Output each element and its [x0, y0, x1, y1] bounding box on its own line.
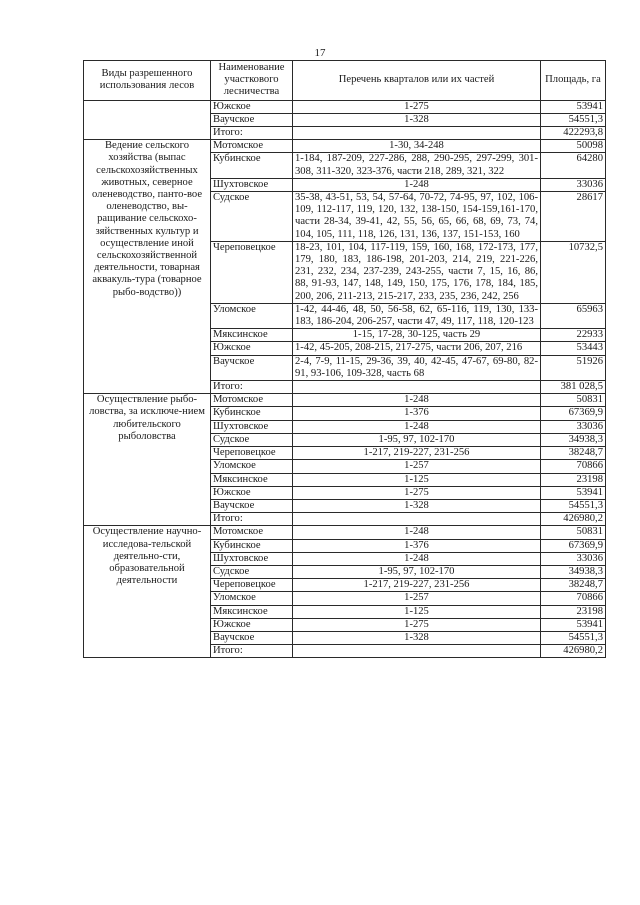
quarters-list: [293, 513, 541, 526]
table-row: [84, 100, 606, 113]
area-value: 53941: [541, 100, 606, 113]
area-value: 67369,9: [541, 539, 606, 552]
quarters-list: 35-38, 43-51, 53, 54, 57-64, 70-72, 74-95, 97, 102, 106-109, 112-117, 119, 120, 132, 138-150, 154-159,161-170, части 28-34, 39-41, 42, 55, 56, 65, 66, 68, 69, 73, 74, 104, 105, 111, 118, 126, 131, 136, 137, 151-153, 160: [293, 192, 541, 242]
area-value: 70866: [541, 460, 606, 473]
forestry-name: Мяксинское: [211, 605, 293, 618]
use-type-cell: Осуществление рыбо-ловства, за исключе-нием любительского рыболовства: [84, 394, 211, 526]
table-row: [84, 140, 606, 153]
area-value: 70866: [541, 592, 606, 605]
forestry-name: Шухтовское: [211, 420, 293, 433]
quarters-list: 1-257: [293, 592, 541, 605]
header-forestry: Наименование участкового лесничества: [211, 61, 293, 101]
quarters-list: 2-4, 7-9, 11-15, 29-36, 39, 40, 42-45, 47-67, 69-80, 82-91, 93-106, 109-328, часть 68: [293, 355, 541, 380]
area-value: 53443: [541, 342, 606, 355]
header-quarters: Перечень кварталов или их частей: [293, 61, 541, 101]
table-row: [84, 394, 606, 407]
area-value: 34938,3: [541, 433, 606, 446]
forestry-name: Мотомское: [211, 140, 293, 153]
forestry-name: Уломское: [211, 303, 293, 328]
forestry-name: Южское: [211, 618, 293, 631]
area-value: 23198: [541, 605, 606, 618]
quarters-list: 1-275: [293, 100, 541, 113]
forestry-name: Судское: [211, 433, 293, 446]
quarters-list: 1-376: [293, 539, 541, 552]
area-value: 54551,3: [541, 113, 606, 126]
forestry-name: Череповецкое: [211, 579, 293, 592]
forestry-name: Кубинское: [211, 153, 293, 178]
quarters-list: 1-275: [293, 486, 541, 499]
total-area: 422293,8: [541, 127, 606, 140]
quarters-list: 1-257: [293, 460, 541, 473]
table-header: [84, 61, 606, 101]
quarters-list: 1-328: [293, 631, 541, 644]
area-value: 10732,5: [541, 241, 606, 303]
page-number: 17: [314, 47, 326, 59]
quarters-list: 1-15, 17-28, 30-125, часть 29: [293, 329, 541, 342]
forestry-name: Череповецкое: [211, 241, 293, 303]
forestry-name: Череповецкое: [211, 447, 293, 460]
header-use-type: Виды разрешенного использования лесов: [84, 61, 211, 101]
area-value: 34938,3: [541, 565, 606, 578]
use-type-cell: [84, 100, 211, 140]
area-value: 54551,3: [541, 499, 606, 512]
quarters-list: 1-248: [293, 178, 541, 191]
quarters-list: 18-23, 101, 104, 117-119, 159, 160, 168, 172-173, 177, 179, 180, 183, 186-198, 201-203, 214, 219, 221-226, 231, 232, 234, 237-239, 243-255, части 7, 15, 16, 86, 88, 91-93, 147, 148, 149, 150, 175, 176, 178, 184, 185, 200, 206, 211-213, 215-217, 233, 235, 236, 242, 256: [293, 241, 541, 303]
forestry-name: Уломское: [211, 592, 293, 605]
table-body: [84, 100, 606, 658]
total-area: 426980,2: [541, 513, 606, 526]
forestry-name: Ваучское: [211, 631, 293, 644]
quarters-list: 1-248: [293, 420, 541, 433]
forestry-name: Судское: [211, 565, 293, 578]
area-value: 53941: [541, 486, 606, 499]
use-type-cell: Осуществление научно-исследова-тельской деятельно-сти, образовательной деятельности: [84, 526, 211, 658]
quarters-list: 1-125: [293, 473, 541, 486]
quarters-list: [293, 381, 541, 394]
area-value: 53941: [541, 618, 606, 631]
total-area: 381 028,5: [541, 381, 606, 394]
forestry-name: Южское: [211, 342, 293, 355]
area-value: 33036: [541, 552, 606, 565]
use-type-cell: Ведение сельского хозяйства (выпас сельскохозяйственных животных, северное оленеводство, панто-вое оленеводство, вы-ращивание сельскохо-зяйственных культур и осуществление иной сельскохозяйственной деятельности, товарная аквакуль-тура (товарное рыбо-водство)): [84, 140, 211, 394]
total-label: Итого:: [211, 127, 293, 140]
forestry-name: Ваучское: [211, 113, 293, 126]
forestry-name: Ваучское: [211, 499, 293, 512]
quarters-list: 1-328: [293, 113, 541, 126]
total-label: Итого:: [211, 513, 293, 526]
quarters-list: 1-125: [293, 605, 541, 618]
forestry-name: Шухтовское: [211, 552, 293, 565]
area-value: 38248,7: [541, 579, 606, 592]
area-value: 33036: [541, 420, 606, 433]
area-value: 67369,9: [541, 407, 606, 420]
area-value: 50831: [541, 394, 606, 407]
forestry-name: Кубинское: [211, 539, 293, 552]
quarters-list: 1-275: [293, 618, 541, 631]
quarters-list: 1-95, 97, 102-170: [293, 565, 541, 578]
header-area: Площадь, га: [541, 61, 606, 101]
area-value: 54551,3: [541, 631, 606, 644]
quarters-list: [293, 645, 541, 658]
quarters-list: 1-248: [293, 526, 541, 539]
area-value: 65963: [541, 303, 606, 328]
quarters-list: [293, 127, 541, 140]
forestry-name: Уломское: [211, 460, 293, 473]
forestry-name: Мотомское: [211, 526, 293, 539]
forest-use-table: [83, 60, 606, 658]
quarters-list: 1-328: [293, 499, 541, 512]
table-row: [84, 526, 606, 539]
quarters-list: 1-217, 219-227, 231-256: [293, 447, 541, 460]
forestry-name: Южское: [211, 486, 293, 499]
area-value: 38248,7: [541, 447, 606, 460]
forestry-name: Мотомское: [211, 394, 293, 407]
quarters-list: 1-95, 97, 102-170: [293, 433, 541, 446]
forestry-name: Мяксинское: [211, 329, 293, 342]
total-label: Итого:: [211, 645, 293, 658]
area-value: 51926: [541, 355, 606, 380]
quarters-list: 1-248: [293, 552, 541, 565]
quarters-list: 1-217, 219-227, 231-256: [293, 579, 541, 592]
area-value: 33036: [541, 178, 606, 191]
quarters-list: 1-376: [293, 407, 541, 420]
total-area: 426980,2: [541, 645, 606, 658]
area-value: 23198: [541, 473, 606, 486]
area-value: 50098: [541, 140, 606, 153]
quarters-list: 1-30, 34-248: [293, 140, 541, 153]
total-label: Итого:: [211, 381, 293, 394]
area-value: 50831: [541, 526, 606, 539]
quarters-list: 1-184, 187-209, 227-286, 288, 290-295, 297-299, 301-308, 311-320, 323-376, части 218, 289, 321, 322: [293, 153, 541, 178]
area-value: 28617: [541, 192, 606, 242]
forestry-name: Южское: [211, 100, 293, 113]
forestry-name: Судское: [211, 192, 293, 242]
forestry-name: Ваучское: [211, 355, 293, 380]
quarters-list: 1-42, 45-205, 208-215, 217-275, части 206, 207, 216: [293, 342, 541, 355]
forestry-name: Мяксинское: [211, 473, 293, 486]
forestry-name: Шухтовское: [211, 178, 293, 191]
forestry-name: Кубинское: [211, 407, 293, 420]
area-value: 22933: [541, 329, 606, 342]
quarters-list: 1-42, 44-46, 48, 50, 56-58, 62, 65-116, 119, 130, 133-183, 186-204, 206-257, части 47, 49, 117, 118, 120-123: [293, 303, 541, 328]
quarters-list: 1-248: [293, 394, 541, 407]
area-value: 64280: [541, 153, 606, 178]
